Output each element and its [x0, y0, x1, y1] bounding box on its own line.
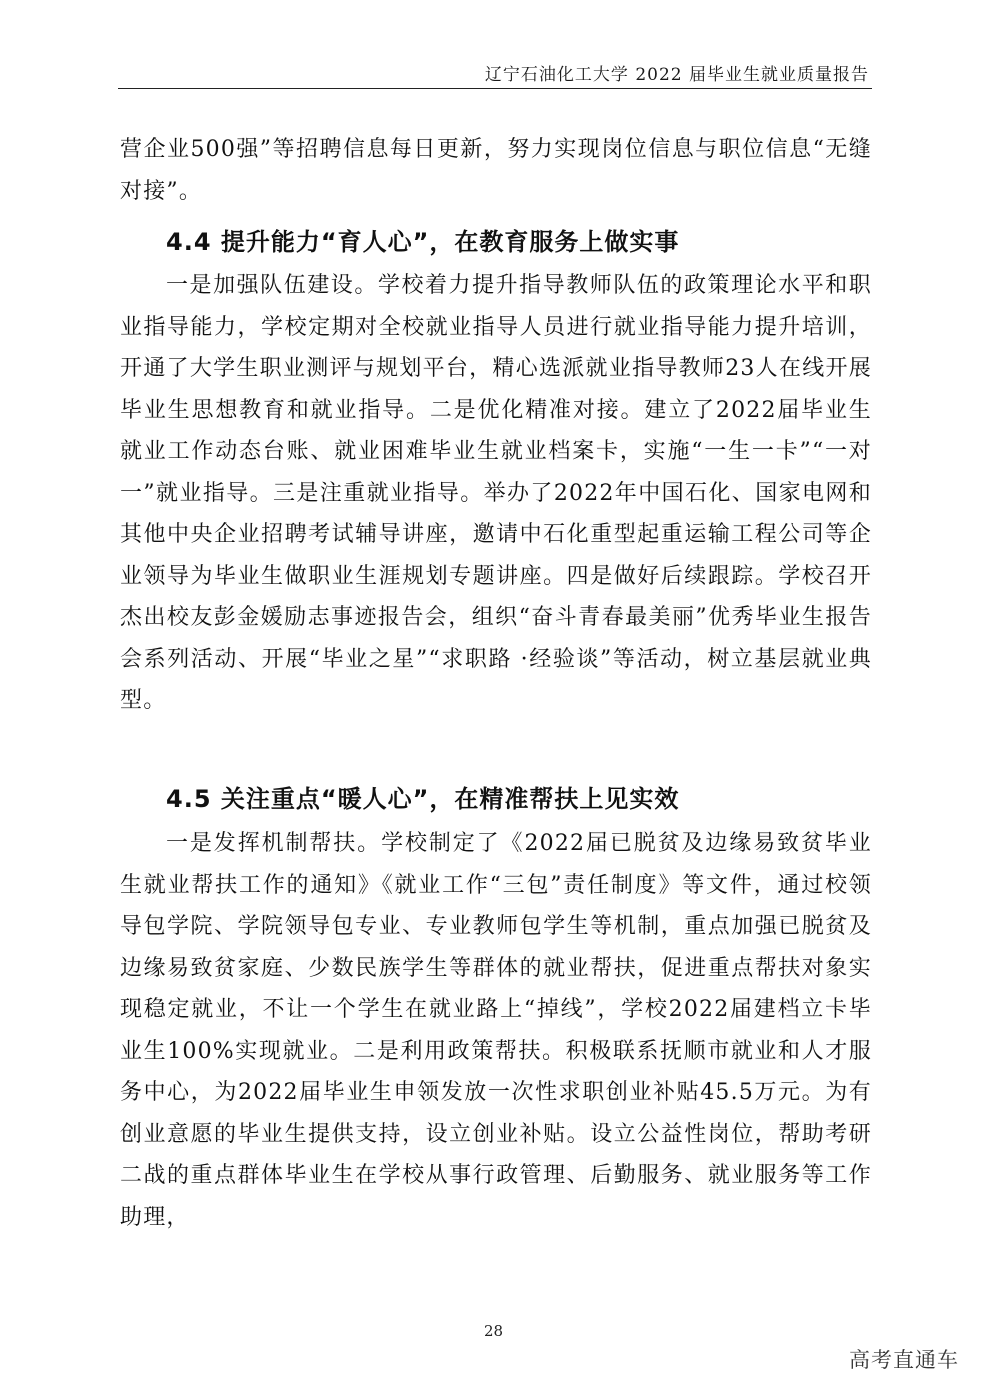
- section-heading-4-4: 4.4 提升能力“育人心”，在教育服务上做实事: [166, 228, 680, 256]
- running-header: 辽宁石油化工大学 2022 届毕业生就业质量报告: [484, 65, 869, 85]
- section-paragraph-4-5: 一是发挥机制帮扶。学校制定了《2022届已脱贫及边缘易致贫毕业生就业帮扶工作的通知》《就业工作“三包”责任制度》等文件，通过校领导包学院、学院领导包专业、专业教师包学生等机制，重点加强已脱贫及边缘易致贫家庭、少数民族学生等群体的就业帮扶，促进重点帮扶对象实现稳定就业，不让一个学生在就业路上“掉线”，学校2022届建档立卡毕业生100%实现就业。二是利用政策帮扶。积极联系抚顺市就业和人才服务中心，为2022届毕业生申领发放一次性求职创业补贴45.5万元。为有创业意愿的毕业生提供支持，设立创业补贴。设立公益性岗位，帮助考研二战的重点群体毕业生在学校从事行政管理、后勤服务、就业服务等工作助理，: [120, 831, 872, 1230]
- page-number: 28: [483, 1322, 504, 1340]
- watermark-logo: 高考直通车: [849, 1348, 959, 1372]
- header-divider: [118, 88, 872, 89]
- intro-paragraph: 营企业500强”等招聘信息每日更新，努力实现岗位信息与职位信息“无缝对接”。: [120, 137, 872, 204]
- section-paragraph-4-4: 一是加强队伍建设。学校着力提升指导教师队伍的政策理论水平和职业指导能力，学校定期对全校就业指导人员进行就业指导能力提升培训，开通了大学生职业测评与规划平台，精心选派就业指导教师23人在线开展毕业生思想教育和就业指导。二是优化精准对接。建立了2022届毕业生就业工作动态台账、就业困难毕业生就业档案卡，实施“一生一卡”“一对一”就业指导。三是注重就业指导。举办了2022年中国石化、国家电网和其他中央企业招聘考试辅导讲座，邀请中石化重型起重运输工程公司等企业领导为毕业生做职业生涯规划专题讲座。四是做好后续跟踪。学校召开杰出校友彭金媛励志事迹报告会，组织“奋斗青春最美丽”优秀毕业生报告会系列活动、开展“毕业之星”“求职路 ·经验谈”等活动，树立基层就业典型。: [120, 273, 872, 713]
- section-heading-4-5: 4.5 关注重点“暖人心”，在精准帮扶上见实效: [166, 785, 680, 813]
